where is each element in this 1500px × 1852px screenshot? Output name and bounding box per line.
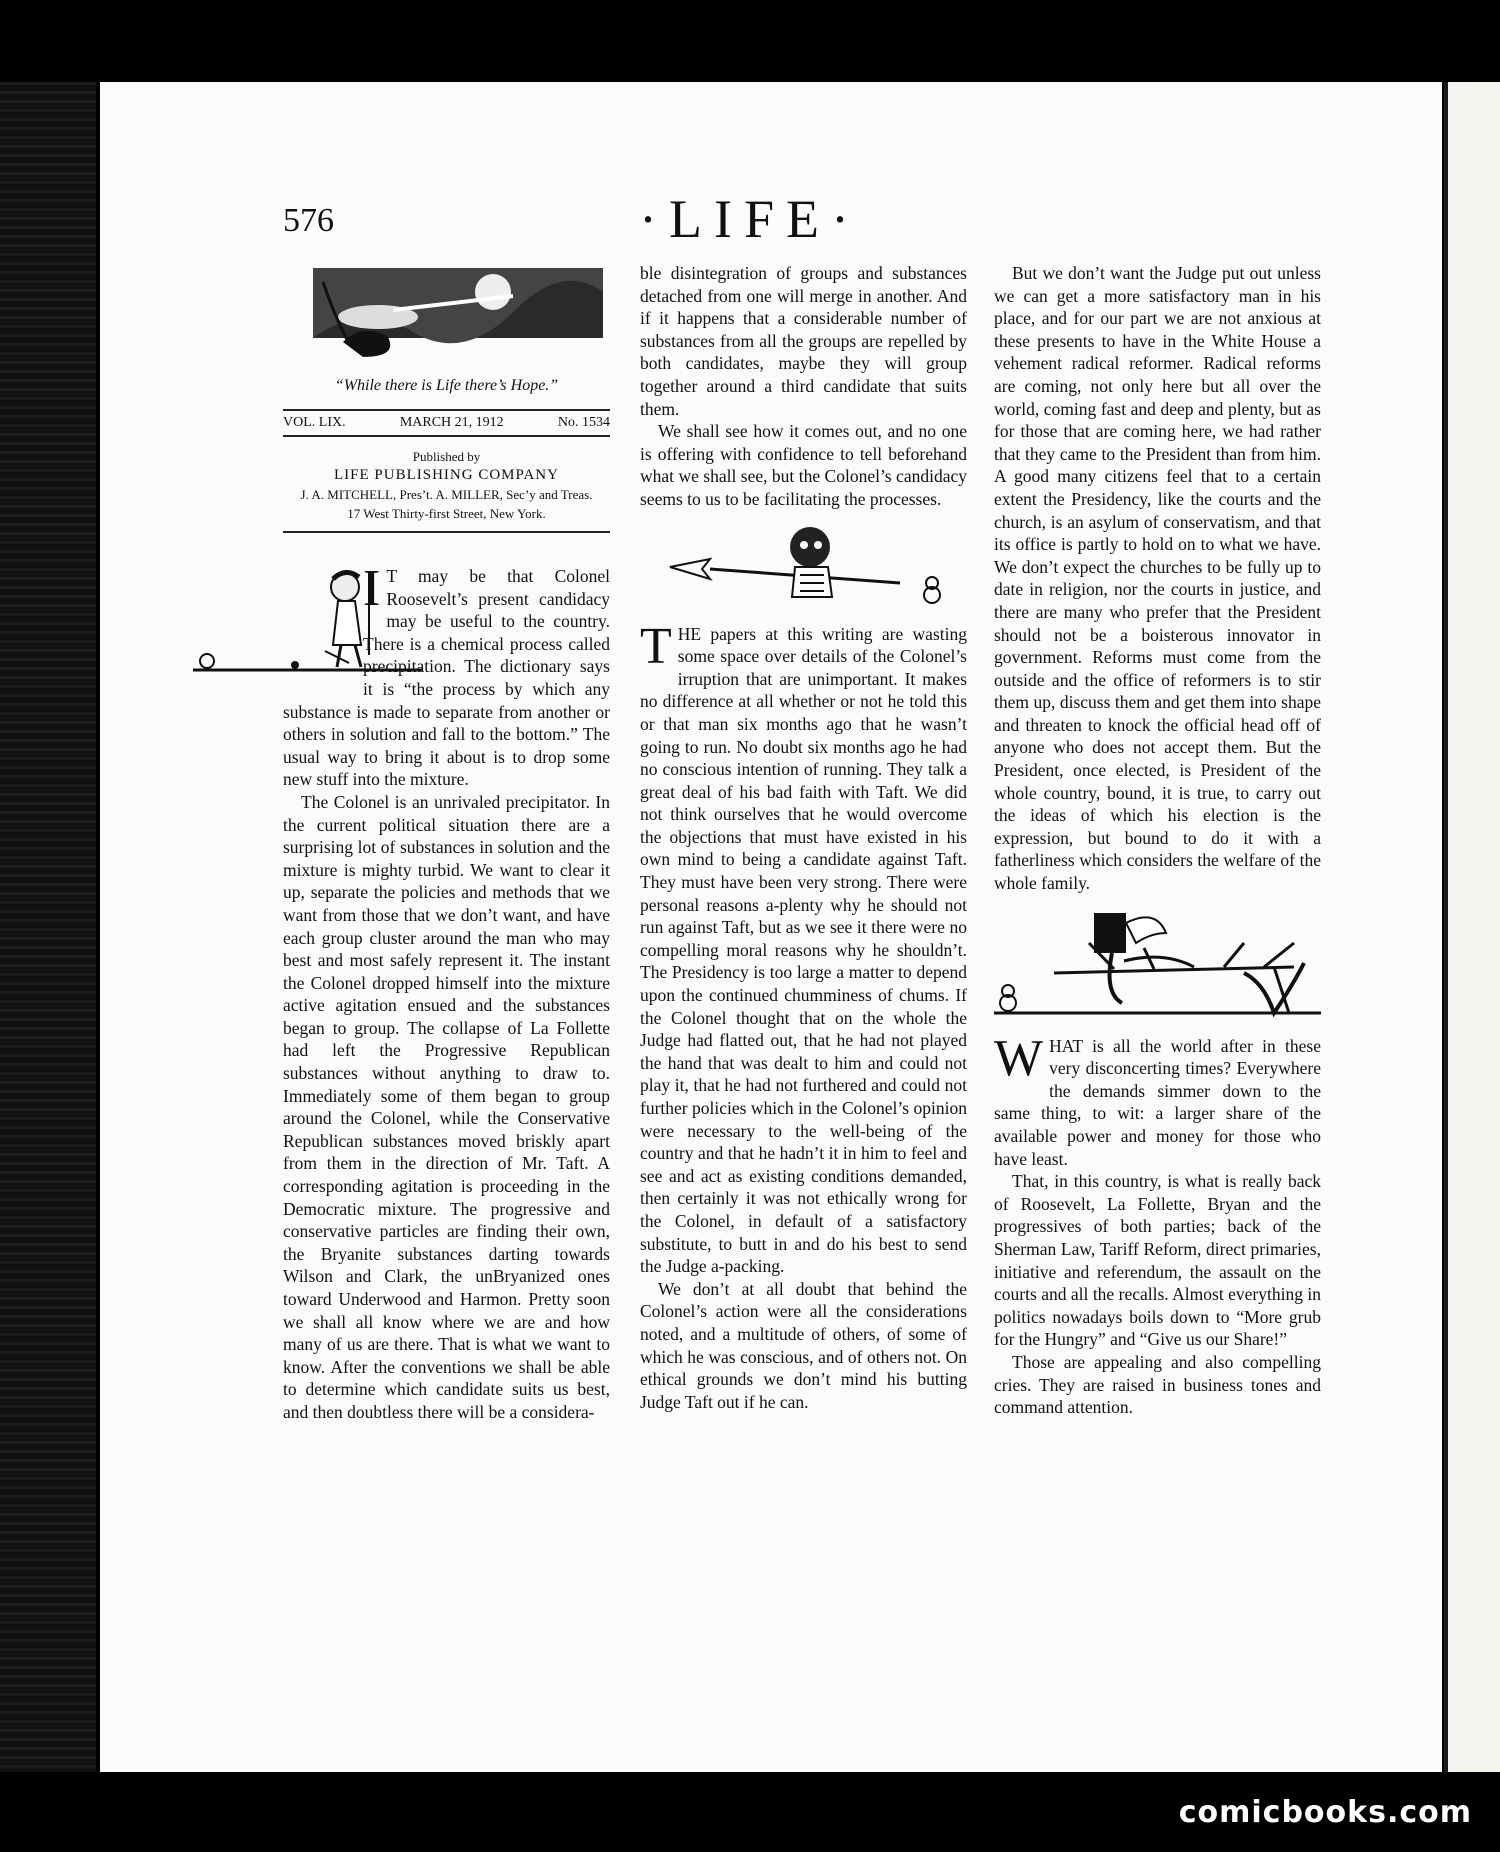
dropcap-i: I [363, 560, 381, 617]
dropcap-w: W [994, 1029, 1044, 1087]
next-page-edge [1444, 82, 1500, 1772]
editorial-masthead-box [283, 262, 610, 533]
address: 17 West Thirty-first Street, New York. [347, 506, 546, 521]
col1-paragraph-1: T may be that Colonel Roosevelt’s present candidacy may be useful to the country. There is a chemical process called precipitation. The dictionary says it is “the process by which any substance is made to separate from another or others in solution and fall to the bottom.” The usual way to bring it about is to drop some new stuff into the mixture. [283, 566, 610, 790]
published-by: Published by [412, 449, 481, 464]
bird-tree-illustration [994, 895, 1321, 1035]
issue-number: No. 1534 [557, 415, 610, 430]
golfer-illustration [193, 565, 363, 690]
spear-illustration [640, 511, 967, 623]
col1-paragraph-2: The Colonel is an unrivaled precipitator. In the current political situation there are a surprising lot of substances in solution and the mixture is mighty turbid. We want to clear it up, separate the policies and methods that we want from those that we don’t want, and have each group cluster around the man who may best and most safely represent it. The instant the Colonel dropped himself into the mixture active agitation ensued and the substances began to group. The collapse of La Follette had left the Progressive Republican substances without anything to draw to. Immediately some of them began to group around the Colonel, while the Conservative Republican substances moved briskly apart from them in the direction of Mr. Taft. A corresponding agitation is proceeding in the Democratic mixture. The progressive and conservative particles are finding their own, the Bryanite substances darting towards Wilson and Clark, the unBryanized ones toward Underwood and Harmon. Pretty soon we shall all know where we are and how many of us are there. That is what we want to know. After the conventions we shall be able to determine which candidate suits us best, and then doubtless there will be a considera- [283, 791, 610, 1422]
col3-paragraph-3: That, in this country, is what is really back of Roosevelt, La Follette, Bryan and the progressives of both parties; back of the Sherman Law, Tariff Reform, direct primaries, initiative and referendum, the assault on the courts and all the recalls. Almost everything in politics nowadays boils down to “More grub for the Hungry” and “Give us our Share!” [994, 1171, 1321, 1350]
col2-paragraph-1: ble disintegration of groups and substances detached from one will merge in another. And if it happens that a considerable number of substances from all the groups are repelled by both candidates, maybe they will group together around a third candidate that suits them. [640, 263, 967, 419]
watermark: comicbooks.com [1178, 1795, 1472, 1830]
company-name: LIFE PUBLISHING COMPANY [334, 467, 559, 483]
column-3 [994, 262, 1321, 1419]
col2-paragraph-2: We shall see how it comes out, and no one is offering with confidence to tell beforehand what we shall see, but the Colonel’s candidacy seems to us to be facilitating the processes. [640, 421, 967, 509]
col3-paragraph-1: But we don’t want the Judge put out unless we can get a more satisfactory man in his place, and for our part we are not anxious at these presents to have in the White House a vehement radical reformer. Radical reforms are coming, not only here but all over the world, coming fast and deep and plenty, but as for those that are coming here, we had rather that they came to the President than from him. A good many citizens feel that to a certain extent the Presidency, like the courts and the church, is an asylum of conservatism, and that its office is partly to hold on to what we have. We don’t expect the churches to be fully up to date in religion, nor the courts in justice, and there are many who prefer that the President should not be a boisterous innovator in government. Reforms must come from the outside and the office of reformers is to stir them up, discuss them and get them into shape and threaten to knock the official head off of anyone who does not accept them. But the President, once elected, is President of the whole country, bound, it is true, to carry out the ideas of which his election is the expression, but bound to do it with a fatherliness which considers the welfare of the whole family. [994, 263, 1321, 894]
col3-paragraph-4: Those are appealing and also compelling cries. They are raised in business tones and command attention. [994, 1351, 1321, 1418]
scan-left-edge [0, 82, 96, 1772]
masthead-title: ·LIFE· [639, 189, 861, 249]
column-2 [640, 262, 967, 1413]
volume: VOL. LIX. [283, 415, 346, 430]
col2-paragraph-3: HE papers at this writing are wasting some space over details of the Colonel’s irruption that are unimportant. It makes no difference at all whether or not he told this or that man six months ago that he wasn’t going to run. No doubt six months ago he had no conscious intention of running. They talk a great deal of his bad faith with Taft. We did not think ourselves that he would overcome the objections that must have existed in his own mind to being a candidate against Taft. They must have been very strong. There were personal reasons a-plenty why he should not run against Taft, but as we see it there were no compelling moral reasons why he shouldn’t. The Presidency is too large a matter to depend upon the continued chumminess of chums. If the Colonel thought that on the whole the Judge had flatted out, that he had not played the hand that was dealt to him and could not play it, that he had not furthered and could not further policies which in the Colonel’s opinion were necessary to the well-being of the country and that he hadn’t it in him to feel and see and act as existing conditions demanded, then certainly it was not ethically wrong for the Colonel, in default of a satisfactory substitute, to butt in and do his best to send the Judge a-packing. [640, 623, 967, 1277]
publisher-info [283, 447, 610, 523]
dropcap-t: T [640, 617, 672, 675]
page-number: 576 [283, 202, 334, 239]
officers: J. A. MITCHELL, Pres’t. A. MILLER, Sec’y and Treas. [300, 487, 593, 502]
col2-paragraph-4: We don’t at all doubt that behind the Colonel’s action were all the considerations noted, and a multitude of others, of some of which he was conscious, and of others not. On ethical grounds we don’t mind his butting Judge Taft out if he can. [640, 1278, 967, 1412]
divider [283, 531, 610, 533]
issue-date: MARCH 21, 1912 [399, 415, 504, 430]
col3-paragraph-2: HAT is all the world after in these very disconcerting times? Everywhere the demands simmer down to the same thing, to wit: a larger share of the available power and money for those who have least. [994, 1035, 1321, 1169]
motto: “While there is Life there’s Hope.” [334, 377, 559, 394]
masthead-illustration [283, 262, 610, 362]
column-1 [283, 560, 610, 1424]
volume-line [283, 409, 610, 437]
